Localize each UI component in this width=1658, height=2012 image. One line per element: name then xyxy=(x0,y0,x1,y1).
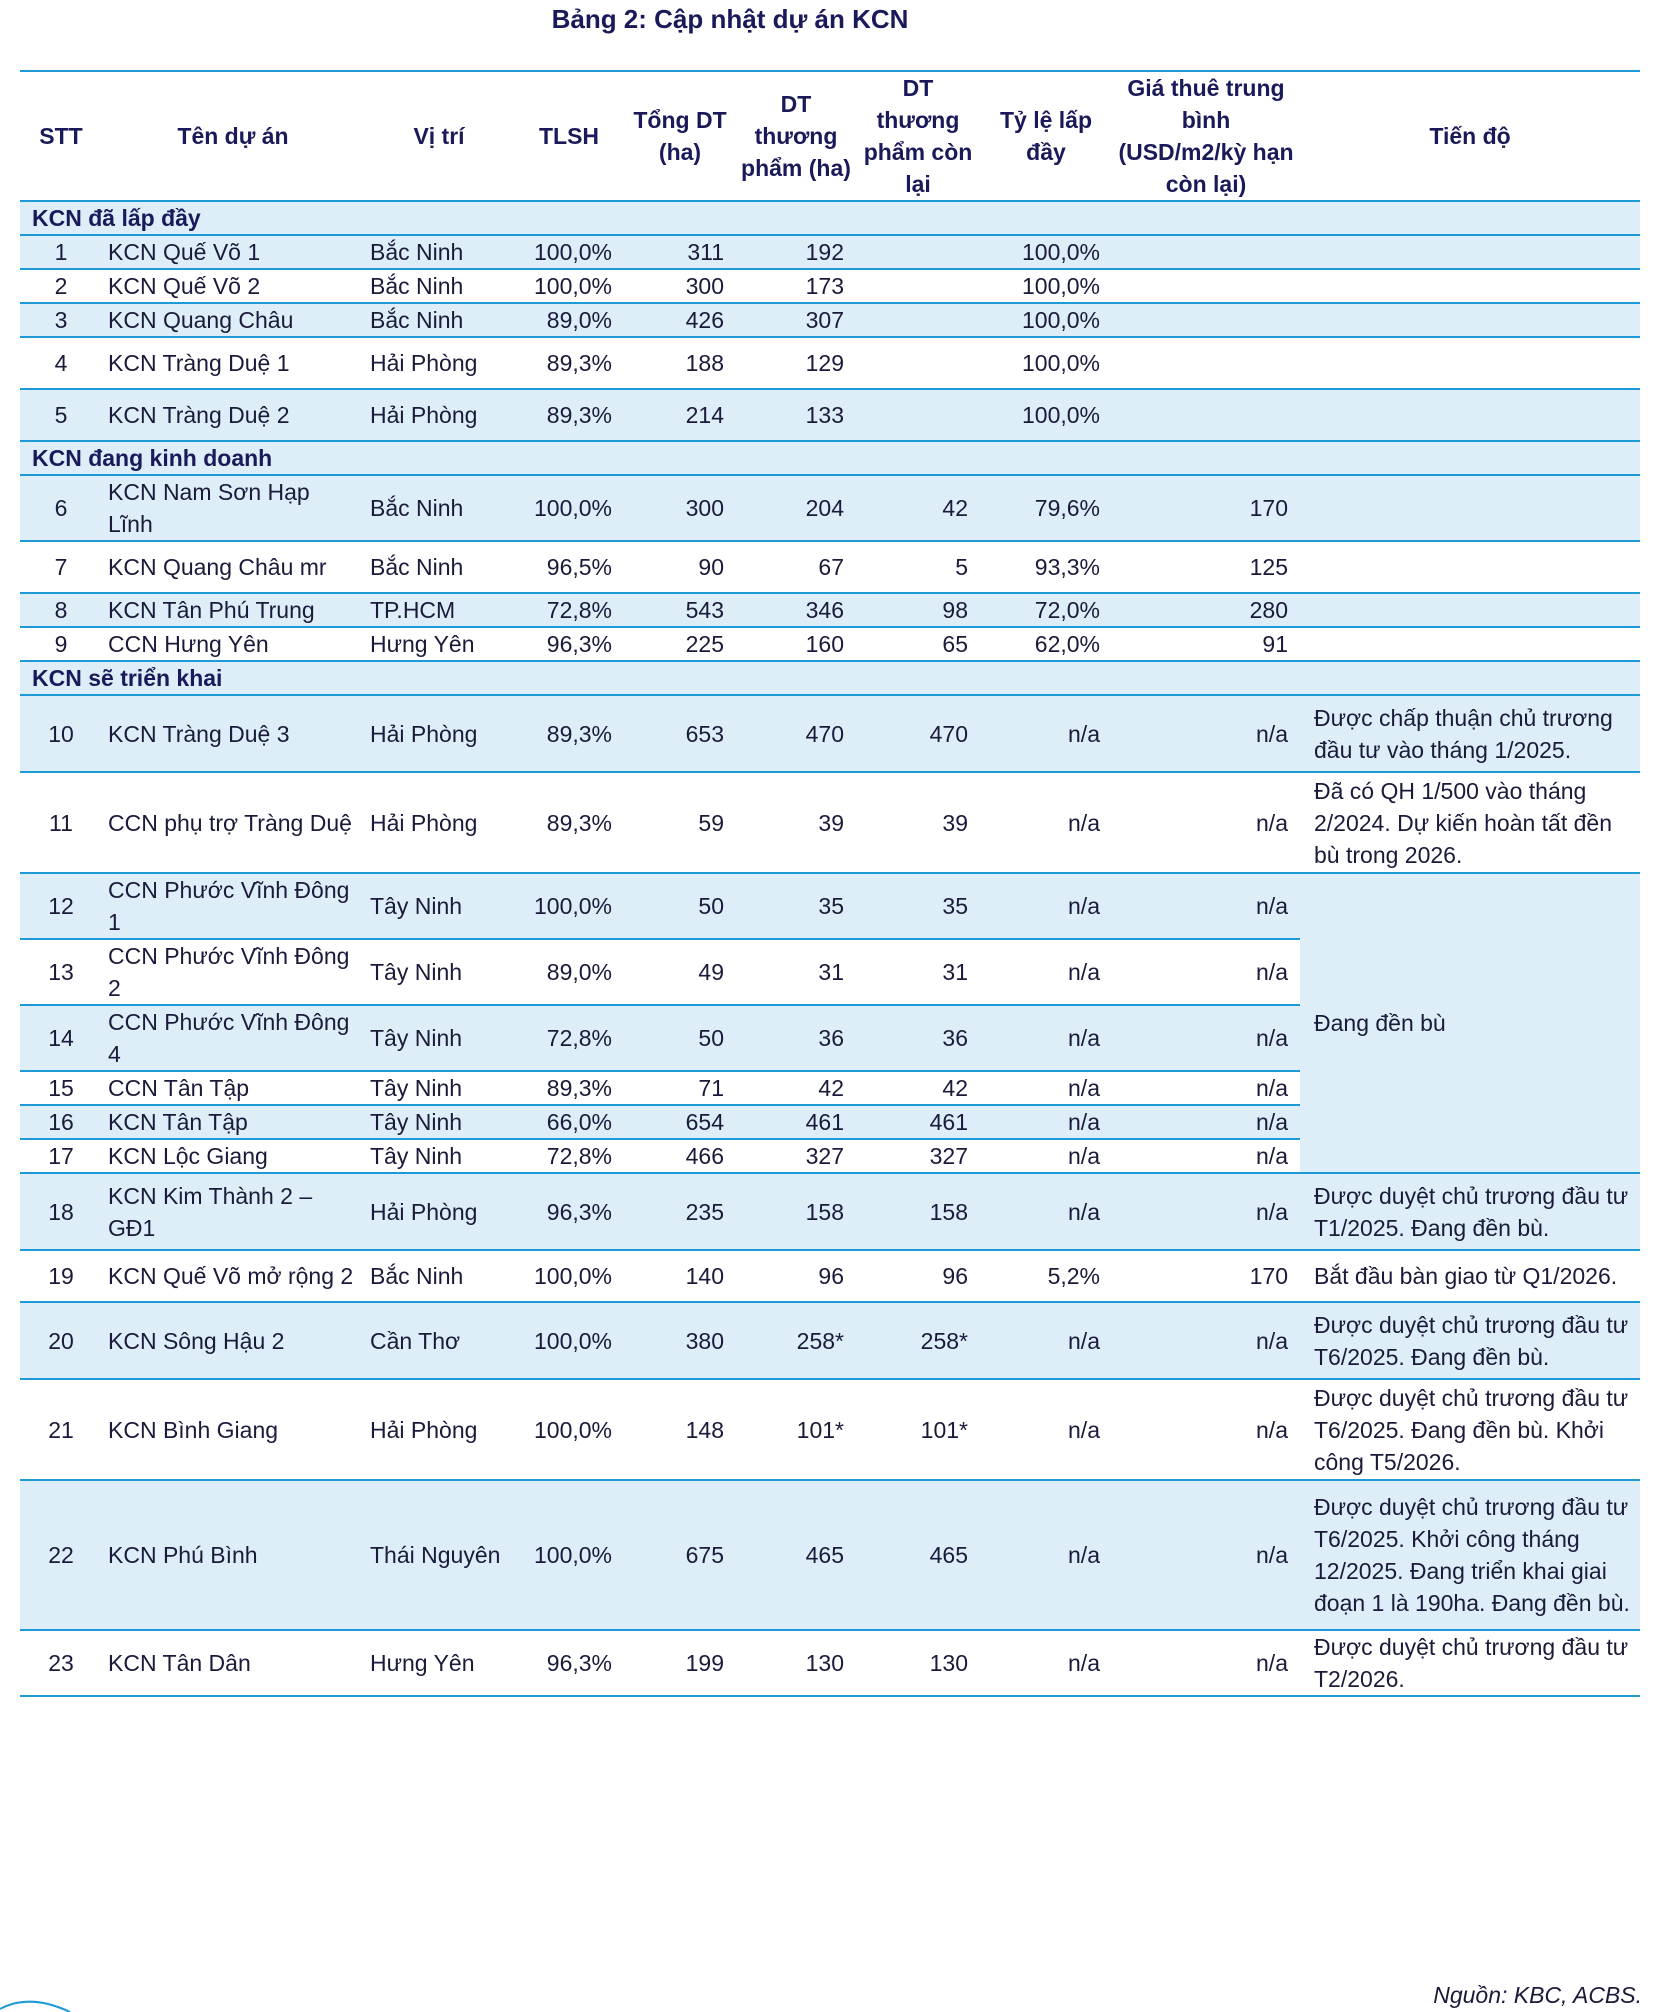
section-row xyxy=(20,441,1640,475)
cell-vitri: Thái Nguyên xyxy=(364,1480,514,1630)
cell-dttp: 36 xyxy=(736,1005,856,1071)
cell-vitri: Bắc Ninh xyxy=(364,475,514,541)
cell-dtcl xyxy=(856,337,980,389)
cell-tlsh: 100,0% xyxy=(514,269,624,303)
cell-stt: 8 xyxy=(20,593,102,627)
cell-stt: 19 xyxy=(20,1250,102,1302)
cell-tyle: n/a xyxy=(980,772,1112,873)
cell-tyle: n/a xyxy=(980,1302,1112,1379)
cell-vitri: Bắc Ninh xyxy=(364,235,514,269)
cell-dttp: 327 xyxy=(736,1139,856,1173)
cell-dtcl: 36 xyxy=(856,1005,980,1071)
cell-dttp: 470 xyxy=(736,695,856,772)
cell-tongdt: 653 xyxy=(624,695,736,772)
cell-tyle: n/a xyxy=(980,1139,1112,1173)
cell-tongdt: 426 xyxy=(624,303,736,337)
cell-ten: CCN Tân Tập xyxy=(102,1071,364,1105)
cell-tiendo xyxy=(1300,337,1640,389)
cell-tongdt: 300 xyxy=(624,475,736,541)
cell-tyle: 93,3% xyxy=(980,541,1112,593)
cell-stt: 17 xyxy=(20,1139,102,1173)
cell-stt: 11 xyxy=(20,772,102,873)
cell-stt: 18 xyxy=(20,1173,102,1250)
cell-gia: n/a xyxy=(1112,1105,1300,1139)
cell-stt: 13 xyxy=(20,939,102,1005)
cell-tyle: n/a xyxy=(980,939,1112,1005)
cell-ten: KCN Quang Châu mr xyxy=(102,541,364,593)
cell-tiendo xyxy=(1300,593,1640,627)
cell-stt: 16 xyxy=(20,1105,102,1139)
section-row xyxy=(20,201,1640,235)
cell-tiendo xyxy=(1300,475,1640,541)
cell-dtcl: 39 xyxy=(856,772,980,873)
cell-stt: 4 xyxy=(20,337,102,389)
cell-dttp: 67 xyxy=(736,541,856,593)
cell-vitri: Tây Ninh xyxy=(364,939,514,1005)
cell-stt: 7 xyxy=(20,541,102,593)
table-row xyxy=(20,389,1640,441)
cell-dttp: 39 xyxy=(736,772,856,873)
cell-tlsh: 100,0% xyxy=(514,1379,624,1480)
cell-dttp: 204 xyxy=(736,475,856,541)
cell-tlsh: 72,8% xyxy=(514,593,624,627)
cell-stt: 14 xyxy=(20,1005,102,1071)
cell-stt: 1 xyxy=(20,235,102,269)
header-ten: Tên dự án xyxy=(102,71,364,201)
cell-gia: n/a xyxy=(1112,939,1300,1005)
cell-tongdt: 214 xyxy=(624,389,736,441)
cell-dttp: 461 xyxy=(736,1105,856,1139)
cell-dttp: 133 xyxy=(736,389,856,441)
table-row xyxy=(20,1480,1640,1630)
header-tiendo: Tiến độ xyxy=(1300,71,1640,201)
cell-vitri: Hải Phòng xyxy=(364,695,514,772)
cell-vitri: Tây Ninh xyxy=(364,873,514,939)
cell-gia: n/a xyxy=(1112,1630,1300,1696)
cell-gia xyxy=(1112,337,1300,389)
cell-tyle: n/a xyxy=(980,1379,1112,1480)
table-title: Bảng 2: Cập nhật dự án KCN xyxy=(551,4,909,34)
cell-dtcl: 258* xyxy=(856,1302,980,1379)
cell-ten: KCN Tân Phú Trung xyxy=(102,593,364,627)
cell-tyle: 62,0% xyxy=(980,627,1112,661)
header-stt: STT xyxy=(20,71,102,201)
cell-dttp: 42 xyxy=(736,1071,856,1105)
cell-ten: KCN Tân Dân xyxy=(102,1630,364,1696)
cell-tyle: n/a xyxy=(980,695,1112,772)
section-row xyxy=(20,661,1640,695)
header-giathue: Giá thuê trung bình (USD/m2/kỳ hạn còn lại) xyxy=(1112,71,1300,201)
cell-gia: n/a xyxy=(1112,1480,1300,1630)
cell-vitri: Bắc Ninh xyxy=(364,303,514,337)
cell-tongdt: 675 xyxy=(624,1480,736,1630)
cell-dtcl xyxy=(856,389,980,441)
cell-tyle: 100,0% xyxy=(980,389,1112,441)
cell-ten: KCN Sông Hậu 2 xyxy=(102,1302,364,1379)
cell-tlsh: 72,8% xyxy=(514,1139,624,1173)
header-tyle: Tỷ lệ lấp đầy xyxy=(980,71,1112,201)
cell-dtcl: 98 xyxy=(856,593,980,627)
cell-tlsh: 89,3% xyxy=(514,772,624,873)
cell-ten: KCN Tràng Duệ 2 xyxy=(102,389,364,441)
cell-dttp: 160 xyxy=(736,627,856,661)
cell-stt: 22 xyxy=(20,1480,102,1630)
cell-stt: 5 xyxy=(20,389,102,441)
cell-vitri: Cần Thơ xyxy=(364,1302,514,1379)
cell-dtcl: 158 xyxy=(856,1173,980,1250)
table-row xyxy=(20,269,1640,303)
cell-tyle: n/a xyxy=(980,1630,1112,1696)
cell-dttp: 129 xyxy=(736,337,856,389)
cell-stt: 2 xyxy=(20,269,102,303)
cell-tyle: n/a xyxy=(980,1005,1112,1071)
section-label: KCN sẽ triển khai xyxy=(20,661,1640,695)
cell-vitri: TP.HCM xyxy=(364,593,514,627)
cell-tiendo: Được duyệt chủ trương đầu tư T6/2025. Khởi công tháng 12/2025. Đang triển khai giai đoạn 1 là 190ha. Đang đền bù. xyxy=(1300,1480,1640,1630)
cell-tongdt: 90 xyxy=(624,541,736,593)
cell-tlsh: 89,0% xyxy=(514,303,624,337)
cell-tlsh: 100,0% xyxy=(514,1480,624,1630)
cell-dtcl xyxy=(856,303,980,337)
cell-tlsh: 89,0% xyxy=(514,939,624,1005)
cell-tlsh: 89,3% xyxy=(514,337,624,389)
cell-dttp: 173 xyxy=(736,269,856,303)
cell-tongdt: 148 xyxy=(624,1379,736,1480)
section-label: KCN đang kinh doanh xyxy=(20,441,1640,475)
cell-tongdt: 140 xyxy=(624,1250,736,1302)
cell-dttp: 130 xyxy=(736,1630,856,1696)
cell-tiendo xyxy=(1300,269,1640,303)
table-row xyxy=(20,873,1640,939)
table-row xyxy=(20,235,1640,269)
cell-tongdt: 50 xyxy=(624,873,736,939)
cell-gia: 170 xyxy=(1112,1250,1300,1302)
source-note: Nguồn: KBC, ACBS. xyxy=(1433,1982,1642,2008)
cell-tyle: 79,6% xyxy=(980,475,1112,541)
cell-tiendo: Được duyệt chủ trương đầu tư T2/2026. xyxy=(1300,1630,1640,1696)
cell-tlsh: 96,3% xyxy=(514,1173,624,1250)
cell-tlsh: 100,0% xyxy=(514,1250,624,1302)
cell-tlsh: 96,3% xyxy=(514,627,624,661)
cell-dtcl: 465 xyxy=(856,1480,980,1630)
header-dttp: DT thương phẩm (ha) xyxy=(736,71,856,201)
cell-dtcl: 130 xyxy=(856,1630,980,1696)
cell-gia: 125 xyxy=(1112,541,1300,593)
cell-gia: n/a xyxy=(1112,1005,1300,1071)
cell-tyle: n/a xyxy=(980,873,1112,939)
cell-stt: 20 xyxy=(20,1302,102,1379)
cell-tlsh: 89,3% xyxy=(514,389,624,441)
cell-tlsh: 100,0% xyxy=(514,475,624,541)
table-row xyxy=(20,772,1640,873)
cell-tongdt: 380 xyxy=(624,1302,736,1379)
cell-vitri: Tây Ninh xyxy=(364,1005,514,1071)
table-row xyxy=(20,1173,1640,1250)
table-row xyxy=(20,1379,1640,1480)
cell-tiendo xyxy=(1300,541,1640,593)
header-row xyxy=(20,71,1640,201)
cell-tiendo: Đang đền bù xyxy=(1300,873,1640,1173)
cell-dtcl: 327 xyxy=(856,1139,980,1173)
cell-ten: KCN Quế Võ 2 xyxy=(102,269,364,303)
cell-gia: n/a xyxy=(1112,873,1300,939)
cell-tongdt: 49 xyxy=(624,939,736,1005)
cell-tiendo: Bắt đầu bàn giao từ Q1/2026. xyxy=(1300,1250,1640,1302)
section-label: KCN đã lấp đầy xyxy=(20,201,1640,235)
cell-dttp: 465 xyxy=(736,1480,856,1630)
cell-tyle: 5,2% xyxy=(980,1250,1112,1302)
table-row xyxy=(20,1302,1640,1379)
cell-tiendo: Được duyệt chủ trương đầu tư T1/2025. Đang đền bù. xyxy=(1300,1173,1640,1250)
cell-dtcl xyxy=(856,235,980,269)
cell-tyle: 100,0% xyxy=(980,337,1112,389)
cell-vitri: Hưng Yên xyxy=(364,627,514,661)
cell-tongdt: 71 xyxy=(624,1071,736,1105)
table-row xyxy=(20,1250,1640,1302)
table-row xyxy=(20,627,1640,661)
cell-gia: n/a xyxy=(1112,1379,1300,1480)
cell-vitri: Hải Phòng xyxy=(364,389,514,441)
cell-tongdt: 311 xyxy=(624,235,736,269)
cell-ten: CCN Phước Vĩnh Đông 2 xyxy=(102,939,364,1005)
cell-tlsh: 100,0% xyxy=(514,873,624,939)
table-body xyxy=(20,201,1640,1696)
cell-vitri: Hải Phòng xyxy=(364,772,514,873)
table-row xyxy=(20,303,1640,337)
cell-tyle: n/a xyxy=(980,1173,1112,1250)
cell-tongdt: 50 xyxy=(624,1005,736,1071)
cell-ten: KCN Quế Võ mở rộng 2 xyxy=(102,1250,364,1302)
cell-dtcl: 65 xyxy=(856,627,980,661)
cell-dtcl: 96 xyxy=(856,1250,980,1302)
cell-gia: 280 xyxy=(1112,593,1300,627)
header-tongdt: Tổng DT (ha) xyxy=(624,71,736,201)
cell-ten: CCN Phước Vĩnh Đông 1 xyxy=(102,873,364,939)
cell-tlsh: 96,5% xyxy=(514,541,624,593)
cell-vitri: Tây Ninh xyxy=(364,1139,514,1173)
cell-dtcl: 101* xyxy=(856,1379,980,1480)
cell-gia: n/a xyxy=(1112,695,1300,772)
cell-tongdt: 199 xyxy=(624,1630,736,1696)
decorative-swoosh-icon xyxy=(0,1985,80,2012)
cell-ten: KCN Tràng Duệ 3 xyxy=(102,695,364,772)
cell-tiendo: Được duyệt chủ trương đầu tư T6/2025. Đang đền bù. xyxy=(1300,1302,1640,1379)
cell-dttp: 158 xyxy=(736,1173,856,1250)
cell-tlsh: 96,3% xyxy=(514,1630,624,1696)
cell-dttp: 307 xyxy=(736,303,856,337)
cell-stt: 15 xyxy=(20,1071,102,1105)
cell-ten: KCN Quế Võ 1 xyxy=(102,235,364,269)
cell-vitri: Hải Phòng xyxy=(364,1379,514,1480)
cell-stt: 12 xyxy=(20,873,102,939)
cell-ten: CCN Phước Vĩnh Đông 4 xyxy=(102,1005,364,1071)
cell-gia: n/a xyxy=(1112,1071,1300,1105)
cell-stt: 21 xyxy=(20,1379,102,1480)
cell-dttp: 101* xyxy=(736,1379,856,1480)
table-row xyxy=(20,541,1640,593)
cell-vitri: Hưng Yên xyxy=(364,1630,514,1696)
cell-gia: n/a xyxy=(1112,772,1300,873)
table-row xyxy=(20,1630,1640,1696)
cell-ten: KCN Tân Tập xyxy=(102,1105,364,1139)
cell-vitri: Tây Ninh xyxy=(364,1071,514,1105)
cell-tongdt: 225 xyxy=(624,627,736,661)
cell-vitri: Hải Phòng xyxy=(364,1173,514,1250)
cell-ten: KCN Lộc Giang xyxy=(102,1139,364,1173)
cell-tongdt: 235 xyxy=(624,1173,736,1250)
header-dtcl: DT thương phẩm còn lại xyxy=(856,71,980,201)
cell-gia xyxy=(1112,235,1300,269)
cell-vitri: Hải Phòng xyxy=(364,337,514,389)
cell-ten: CCN Hưng Yên xyxy=(102,627,364,661)
cell-tiendo: Được duyệt chủ trương đầu tư T6/2025. Đang đền bù. Khởi công T5/2026. xyxy=(1300,1379,1640,1480)
cell-dtcl: 42 xyxy=(856,1071,980,1105)
cell-vitri: Bắc Ninh xyxy=(364,541,514,593)
header-vitri: Vị trí xyxy=(364,71,514,201)
cell-dtcl: 42 xyxy=(856,475,980,541)
cell-dtcl: 470 xyxy=(856,695,980,772)
cell-ten: KCN Phú Bình xyxy=(102,1480,364,1630)
table-row xyxy=(20,475,1640,541)
table-row xyxy=(20,695,1640,772)
table-row xyxy=(20,593,1640,627)
cell-tlsh: 89,3% xyxy=(514,695,624,772)
cell-tyle: n/a xyxy=(980,1071,1112,1105)
cell-tyle: n/a xyxy=(980,1480,1112,1630)
cell-vitri: Bắc Ninh xyxy=(364,269,514,303)
cell-tyle: 72,0% xyxy=(980,593,1112,627)
cell-tyle: 100,0% xyxy=(980,269,1112,303)
cell-tlsh: 100,0% xyxy=(514,235,624,269)
cell-gia xyxy=(1112,389,1300,441)
cell-tongdt: 543 xyxy=(624,593,736,627)
cell-gia: 91 xyxy=(1112,627,1300,661)
cell-gia xyxy=(1112,269,1300,303)
cell-tongdt: 654 xyxy=(624,1105,736,1139)
cell-dtcl: 35 xyxy=(856,873,980,939)
cell-dttp: 31 xyxy=(736,939,856,1005)
cell-tyle: 100,0% xyxy=(980,235,1112,269)
cell-tongdt: 300 xyxy=(624,269,736,303)
cell-stt: 3 xyxy=(20,303,102,337)
cell-ten: KCN Kim Thành 2 – GĐ1 xyxy=(102,1173,364,1250)
cell-dtcl: 461 xyxy=(856,1105,980,1139)
cell-gia: 170 xyxy=(1112,475,1300,541)
cell-tiendo: Được chấp thuận chủ trương đầu tư vào tháng 1/2025. xyxy=(1300,695,1640,772)
cell-tlsh: 72,8% xyxy=(514,1005,624,1071)
cell-stt: 23 xyxy=(20,1630,102,1696)
cell-tiendo xyxy=(1300,627,1640,661)
cell-ten: KCN Quang Châu xyxy=(102,303,364,337)
cell-ten: KCN Bình Giang xyxy=(102,1379,364,1480)
cell-dttp: 346 xyxy=(736,593,856,627)
cell-ten: CCN phụ trợ Tràng Duệ xyxy=(102,772,364,873)
cell-tlsh: 66,0% xyxy=(514,1105,624,1139)
cell-tyle: 100,0% xyxy=(980,303,1112,337)
cell-stt: 6 xyxy=(20,475,102,541)
cell-tlsh: 89,3% xyxy=(514,1071,624,1105)
cell-gia: n/a xyxy=(1112,1139,1300,1173)
cell-ten: KCN Tràng Duệ 1 xyxy=(102,337,364,389)
cell-ten: KCN Nam Sơn Hạp Lĩnh xyxy=(102,475,364,541)
cell-tlsh: 100,0% xyxy=(514,1302,624,1379)
cell-vitri: Tây Ninh xyxy=(364,1105,514,1139)
cell-tiendo xyxy=(1300,389,1640,441)
cell-gia: n/a xyxy=(1112,1173,1300,1250)
cell-gia: n/a xyxy=(1112,1302,1300,1379)
cell-gia xyxy=(1112,303,1300,337)
cell-dtcl: 5 xyxy=(856,541,980,593)
cell-tyle: n/a xyxy=(980,1105,1112,1139)
cell-stt: 10 xyxy=(20,695,102,772)
header-tlsh: TLSH xyxy=(514,71,624,201)
cell-tiendo xyxy=(1300,235,1640,269)
cell-tongdt: 59 xyxy=(624,772,736,873)
cell-vitri: Bắc Ninh xyxy=(364,1250,514,1302)
cell-dttp: 258* xyxy=(736,1302,856,1379)
cell-dttp: 35 xyxy=(736,873,856,939)
cell-tiendo xyxy=(1300,303,1640,337)
industrial-park-table xyxy=(20,70,1640,1697)
cell-dttp: 96 xyxy=(736,1250,856,1302)
cell-dtcl: 31 xyxy=(856,939,980,1005)
cell-dtcl xyxy=(856,269,980,303)
cell-tiendo: Đã có QH 1/500 vào tháng 2/2024. Dự kiến hoàn tất đền bù trong 2026. xyxy=(1300,772,1640,873)
cell-stt: 9 xyxy=(20,627,102,661)
cell-tongdt: 188 xyxy=(624,337,736,389)
cell-tongdt: 466 xyxy=(624,1139,736,1173)
cell-dttp: 192 xyxy=(736,235,856,269)
table-row xyxy=(20,337,1640,389)
